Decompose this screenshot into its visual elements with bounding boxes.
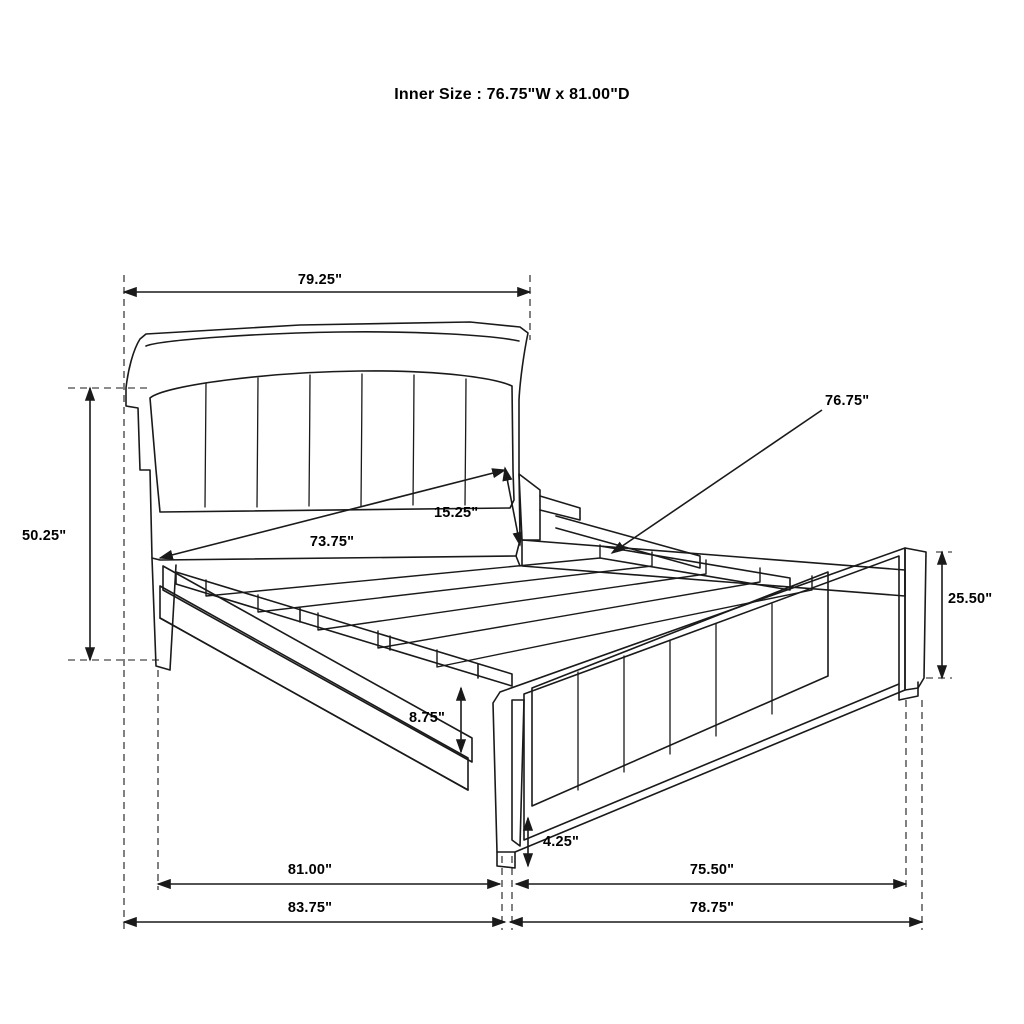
dimline-15-25 [505,468,520,545]
dim-label-side-rail-length: 81.00" [287,862,333,878]
page-title: Inner Size : 76.75"W x 81.00"D [394,86,630,103]
headboard-top-inner [146,332,519,346]
dim-label-footboard-width: 75.50" [689,862,735,878]
headboard-right-leg-edge [516,556,520,566]
dim-label-rail-callout: 76.75" [825,393,870,409]
footboard-right-post [905,548,926,690]
dim-label-headboard-height-left: 50.25" [22,528,67,544]
dim-label-overall-length: 83.75" [287,900,333,916]
center-support-beam [176,572,512,686]
rail-slat-top-3 [600,546,790,590]
slat-group [206,545,812,667]
dim-label-headboard-panel-height: 15.25" [434,505,479,521]
dim-label-headboard-panel-width: 73.75" [309,534,355,550]
footboard-left-post [512,700,524,846]
headboard-outline [126,322,528,560]
dimension-lines [90,292,942,922]
headboard-left-leg [152,558,176,670]
bed-illustration [126,322,926,868]
dim-label-headboard-width-top: 79.25" [297,272,343,288]
footboard-outline [493,548,905,852]
left-side-rail [160,586,468,790]
footboard-panel [532,572,828,806]
headboard-rail-bracket [519,474,540,540]
dim-label-footboard-clearance: 4.25" [543,834,580,850]
dim-label-footboard-panel-height: 8.75" [409,710,446,726]
footboard-face [524,556,899,840]
headboard-panel-tufts [205,374,466,507]
dim-label-footboard-overall-width: 78.75" [689,900,735,916]
left-side-rail-inner [160,618,468,790]
dim-label-footboard-height-right: 25.50" [948,591,993,607]
leader-76-75 [612,410,822,553]
